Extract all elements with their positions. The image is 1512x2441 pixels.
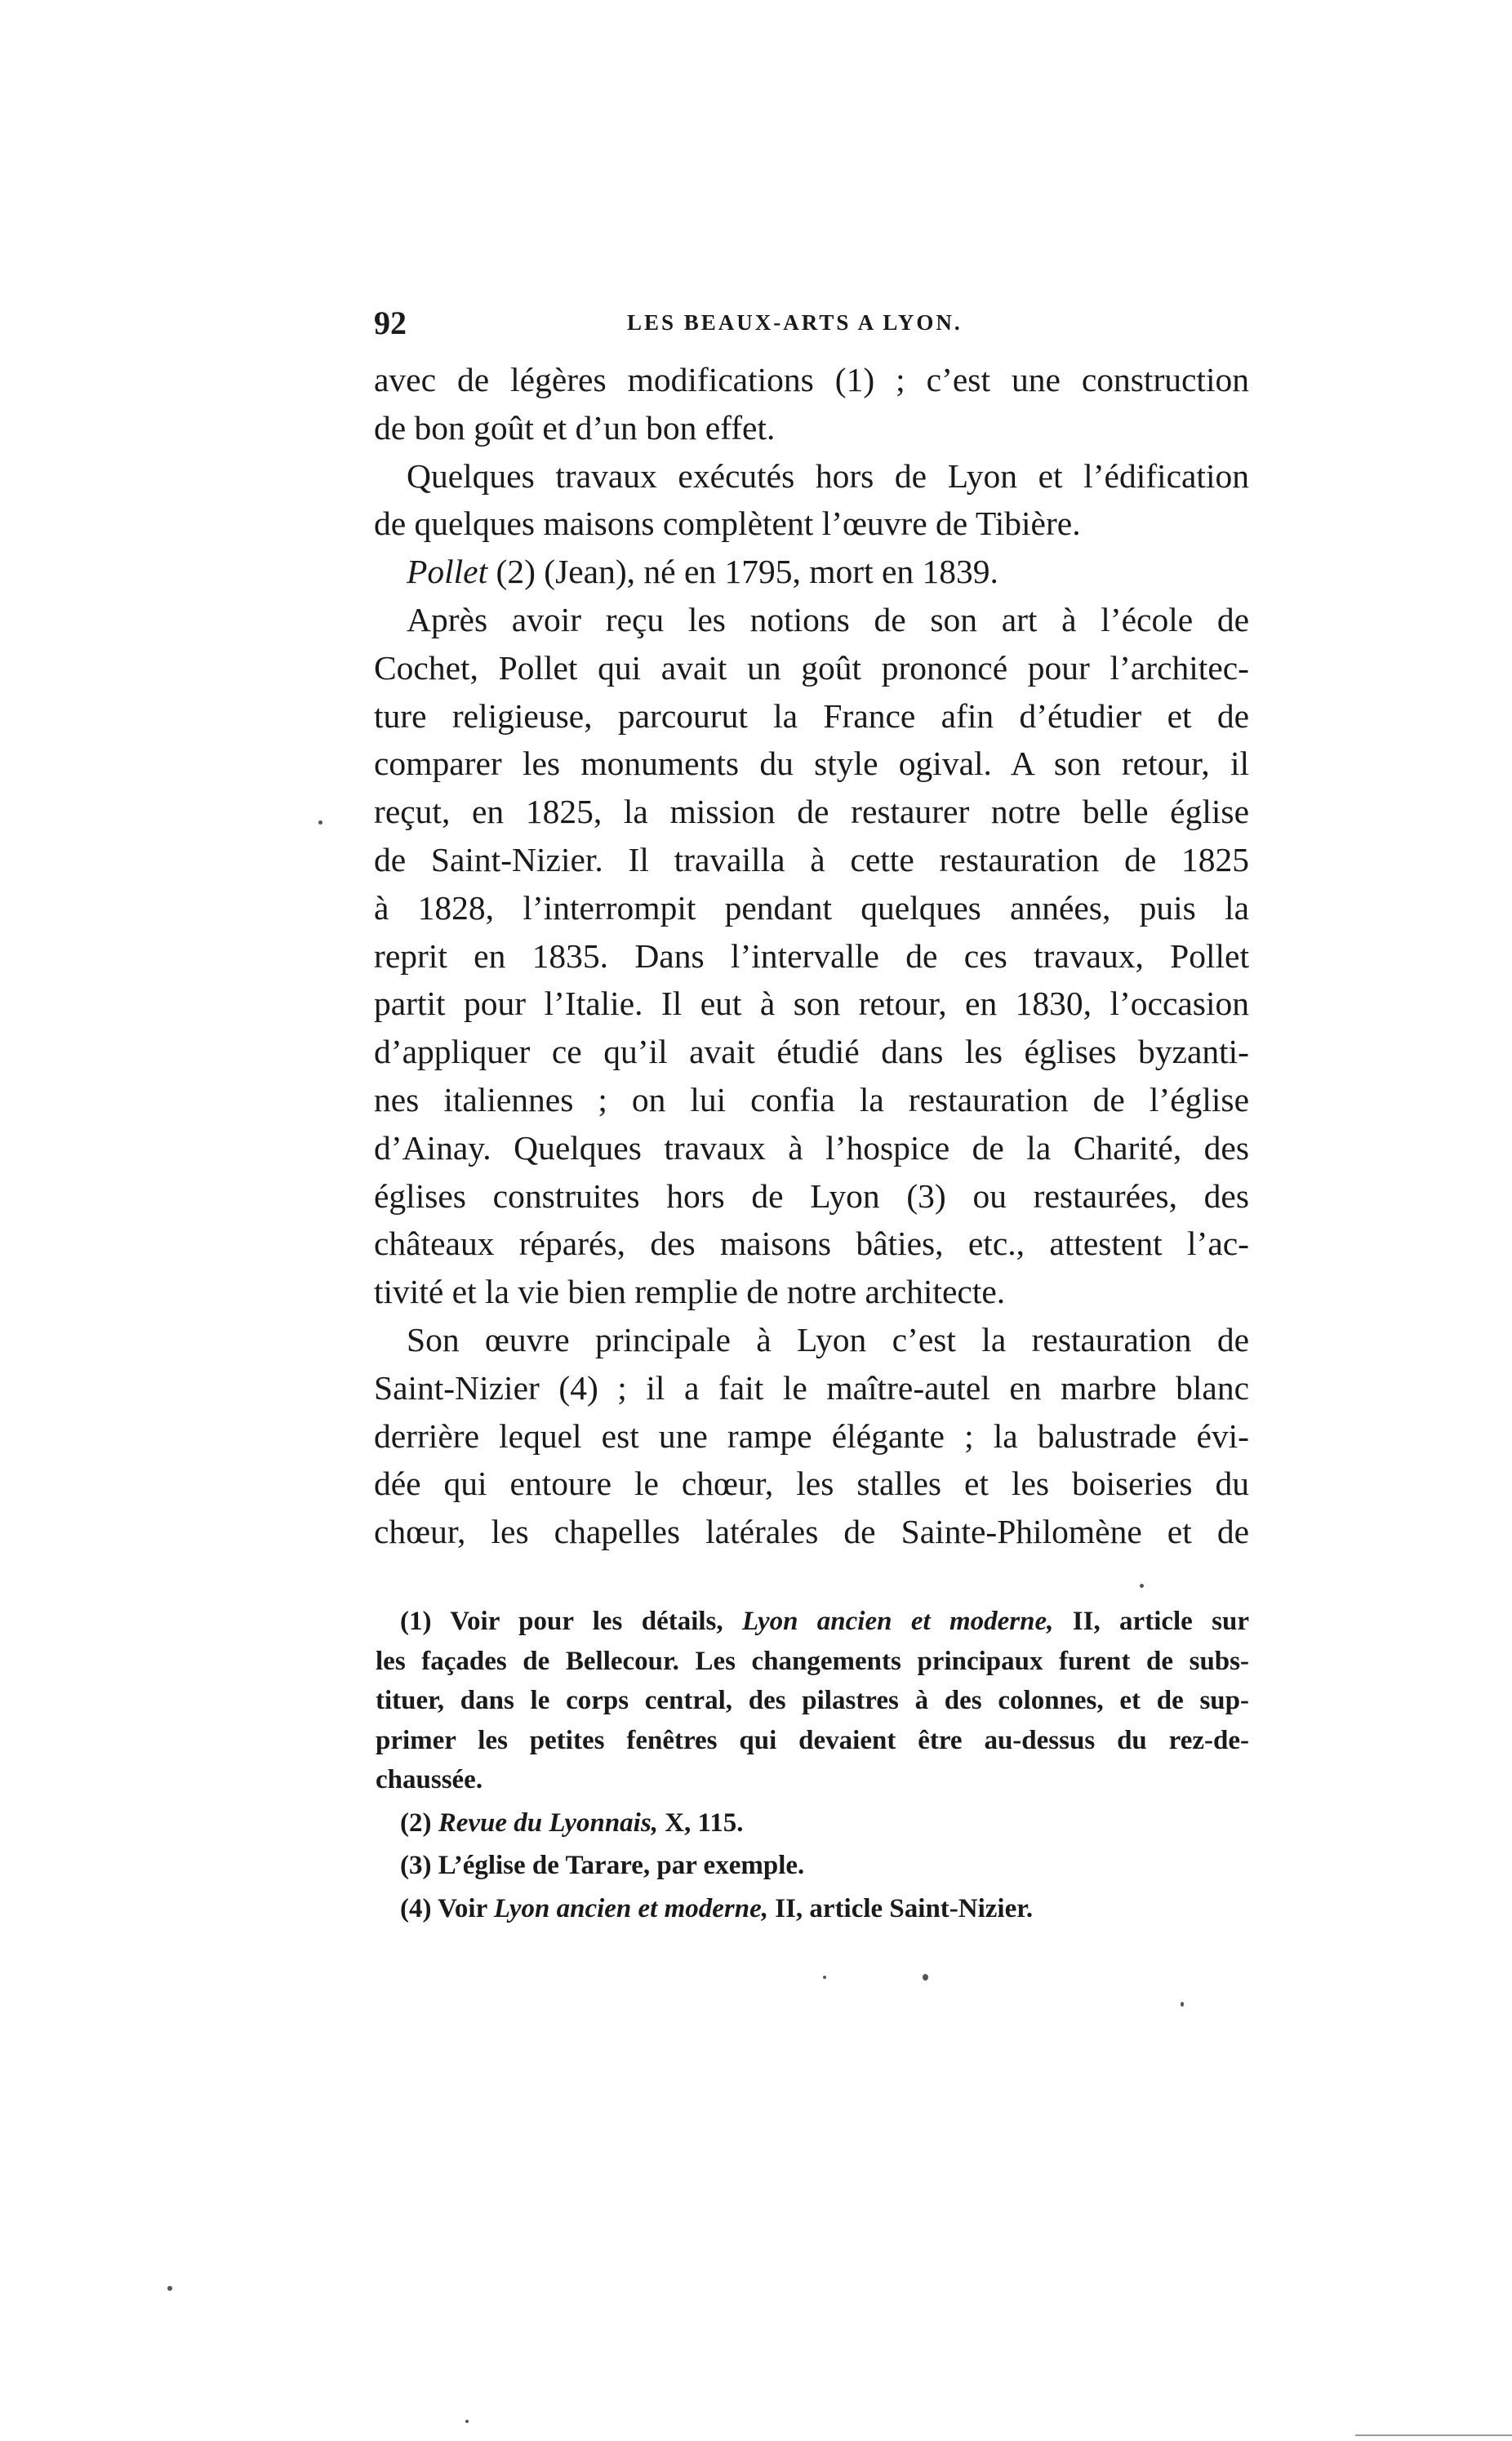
scan-speck [1181, 2002, 1184, 2007]
body-line: de quelques maisons complètent l’œuvre de Tibière. [374, 505, 1081, 543]
body-line: à 1828, l’interrompit pendant quelques années, puis la [374, 888, 1249, 927]
scan-speck [923, 1974, 928, 1981]
footnote-1-line: tituer, dans le corps central, des pilastres à des colonnes, et de sup- [376, 1686, 1249, 1715]
body-line: Saint-Nizier (4) ; il a fait le maître-autel en marbre blanc [374, 1368, 1249, 1407]
body-text [374, 356, 1249, 1556]
body-line: églises construites hors de Lyon (3) ou restaurées, des [374, 1176, 1249, 1215]
body-line: de bon goût et d’un bon effet. [374, 408, 776, 447]
footnote-1-line: primer les petites fenêtres qui devaient être au-dessus du rez-de- [376, 1725, 1249, 1755]
footnote-3: (3) L’église de Tarare, par exemple. [400, 1851, 805, 1880]
page-number: 92 [374, 305, 407, 341]
footnote-1-title: Lyon ancien et moderne, [742, 1607, 1054, 1636]
running-title: LES BEAUX-ARTS A LYON. [627, 310, 963, 335]
body-line: Après avoir reçu les notions de son art à l’école de [407, 600, 1249, 638]
body-line: châteaux réparés, des maisons bâties, etc., attestent l’ac- [374, 1225, 1249, 1263]
body-line: reprit en 1835. Dans l’intervalle de ces travaux, Pollet [374, 936, 1249, 975]
body-line: d’Ainay. Quelques travaux à l’hospice de la Charité, des [374, 1128, 1249, 1167]
body-line: reçut, en 1825, la mission de restaurer notre belle église [374, 793, 1249, 831]
body-line: partit pour l’Italie. Il eut à son retour, en 1830, l’occasion [374, 985, 1249, 1023]
scan-speck [167, 2286, 172, 2291]
footnote-2-ref: X, 115. [665, 1807, 744, 1838]
scan-speck [465, 2420, 469, 2423]
footnote-1-line: chaussée. [376, 1765, 483, 1794]
footnote-4-text: (4) Voir [400, 1893, 487, 1923]
body-line-rest: (2) (Jean), né en 1795, mort en 1839. [496, 553, 998, 591]
footnotes [376, 1602, 1250, 1928]
body-line: Son œuvre principale à Lyon c’est la restauration de [407, 1320, 1249, 1358]
person-name-pollet: Pollet [407, 553, 488, 591]
footnote-1-text: (1) Voir pour les détails, [400, 1607, 723, 1636]
scan-speck [318, 820, 322, 825]
footnote-4 [400, 1889, 1249, 1929]
footnote-2-number: (2) [400, 1807, 432, 1838]
body-line: tivité et la vie bien remplie de notre architecte. [374, 1273, 1006, 1311]
footnote-4-ref: II, article Saint-Nizier. [775, 1893, 1034, 1923]
footnote-1 [400, 1602, 1249, 1642]
body-line: nes italiennes ; on lui confia la restauration de l’église [374, 1080, 1249, 1118]
scan-speck [823, 1976, 826, 1979]
body-line: Cochet, Pollet qui avait un goût prononcé pour l’architec- [374, 648, 1249, 687]
body-line [374, 548, 1249, 596]
scan-speck [1140, 1584, 1144, 1588]
body-line: dée qui entoure le chœur, les stalles et les boiseries du [374, 1465, 1249, 1503]
body-line: comparer les monuments du style ogival. A son retour, il [374, 745, 1249, 783]
body-line: de Saint-Nizier. Il travailla à cette restauration de 1825 [374, 840, 1249, 878]
footnote-1-line: les façades de Bellecour. Les changements principaux furent de subs- [376, 1646, 1249, 1676]
body-line: Quelques travaux exécutés hors de Lyon et l’édification [407, 456, 1249, 495]
footnote-2 [400, 1803, 1249, 1843]
body-line: derrière lequel est une rampe élégante ; la balustrade évi- [374, 1416, 1249, 1455]
scan-edge-rule [1355, 2434, 1512, 2436]
body-line: avec de légères modifications (1) ; c’est une construction [374, 361, 1249, 398]
body-line: ture religieuse, parcourut la France afin d’étudier et de [374, 696, 1249, 735]
running-head [374, 304, 1249, 345]
footnote-1-text-end: II, article sur [1072, 1607, 1250, 1636]
footnote-4-title: Lyon ancien et moderne, [493, 1893, 768, 1923]
body-line: chœur, les chapelles latérales de Sainte-Philomène et de [374, 1513, 1249, 1551]
body-line: d’appliquer ce qu’il avait étudié dans les églises byzanti- [374, 1033, 1249, 1071]
footnote-2-title: Revue du Lyonnais, [438, 1807, 658, 1838]
